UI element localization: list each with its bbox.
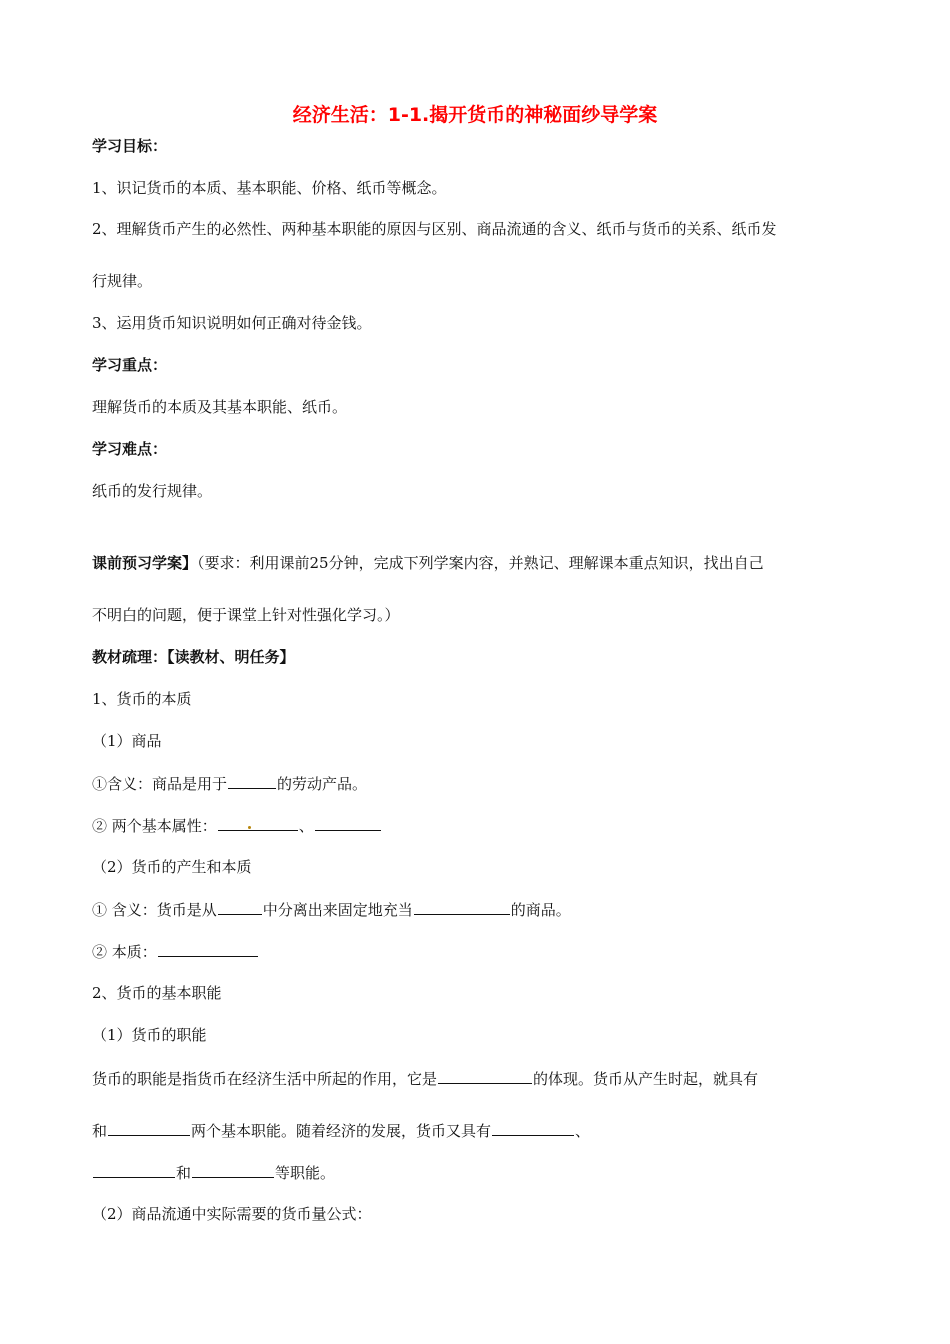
question-money-meaning: ① 含义：货币是从 中分离出来固定地充当 的商品。	[92, 901, 571, 919]
fill-blank[interactable]	[93, 1162, 175, 1178]
fill-blank[interactable]	[492, 1120, 574, 1136]
fill-blank[interactable]	[218, 815, 298, 831]
fill-blank[interactable]	[192, 1162, 274, 1178]
paragraph-functions-1: 货币的职能是指货币在经济生活中所起的作用，它是 的体现。货币从产生时起，就具有	[92, 1070, 759, 1088]
section-1-2: （2）货币的产生和本质	[92, 858, 252, 876]
preview-heading: 课前预习学案】	[92, 554, 198, 572]
question-commodity-meaning: ①含义：商品是用于 的劳动产品。	[92, 775, 368, 793]
objective-2: 2、理解货币产生的必然性、两种基本职能的原因与区别、商品流通的含义、纸币与货币的关系、纸币发	[92, 220, 777, 238]
mark-dot-icon	[248, 826, 251, 829]
objective-3: 3、运用货币知识说明如何正确对待金钱。	[92, 314, 372, 332]
fill-blank[interactable]	[438, 1068, 532, 1084]
question-commodity-attributes: ② 两个基本属性： 、	[92, 815, 858, 836]
fill-blank[interactable]	[228, 773, 276, 789]
section-2: 2、货币的基本职能	[92, 984, 222, 1002]
question-money-essence: ② 本质：	[92, 941, 858, 962]
section-1-1: （1）商品	[92, 732, 162, 750]
difficulty-text: 纸币的发行规律。	[92, 482, 213, 500]
focus-text: 理解货币的本质及其基本职能、纸币。	[92, 398, 348, 416]
section-2-2: （2）商品流通中实际需要的货币量公式：	[92, 1205, 372, 1223]
objective-2-cont: 行规律。	[92, 272, 153, 290]
preview-line-2: 不明白的问题，便于课堂上针对性强化学习。）	[92, 606, 400, 624]
document-title: 经济生活：1-1.揭开货币的神秘面纱导学案	[292, 104, 658, 126]
objectives-heading: 学习目标：	[92, 137, 168, 155]
fill-blank[interactable]	[158, 941, 258, 957]
objective-1: 1、识记货币的本质、基本职能、价格、纸币等概念。	[92, 179, 447, 197]
preview-line-1	[92, 553, 858, 573]
fill-blank[interactable]	[218, 899, 262, 915]
fill-blank[interactable]	[414, 899, 510, 915]
preview-requirement: （要求：利用课前25分钟，完成下列学案内容，并熟记、理解课本重点知识，找出自己	[197, 554, 764, 572]
section-2-1: （1）货币的职能	[92, 1026, 207, 1044]
focus-heading: 学习重点：	[92, 356, 168, 374]
textbook-heading: 教材疏理：【读教材、明任务】	[92, 648, 295, 666]
difficulty-heading: 学习难点：	[92, 440, 168, 458]
fill-blank[interactable]	[108, 1120, 190, 1136]
paragraph-functions-2: 和 两个基本职能。随着经济的发展，货币又具有 、	[92, 1122, 591, 1140]
fill-blank[interactable]	[315, 815, 381, 831]
section-1: 1、货币的本质	[92, 690, 192, 708]
paragraph-functions-3: 和 等职能。	[92, 1162, 858, 1183]
